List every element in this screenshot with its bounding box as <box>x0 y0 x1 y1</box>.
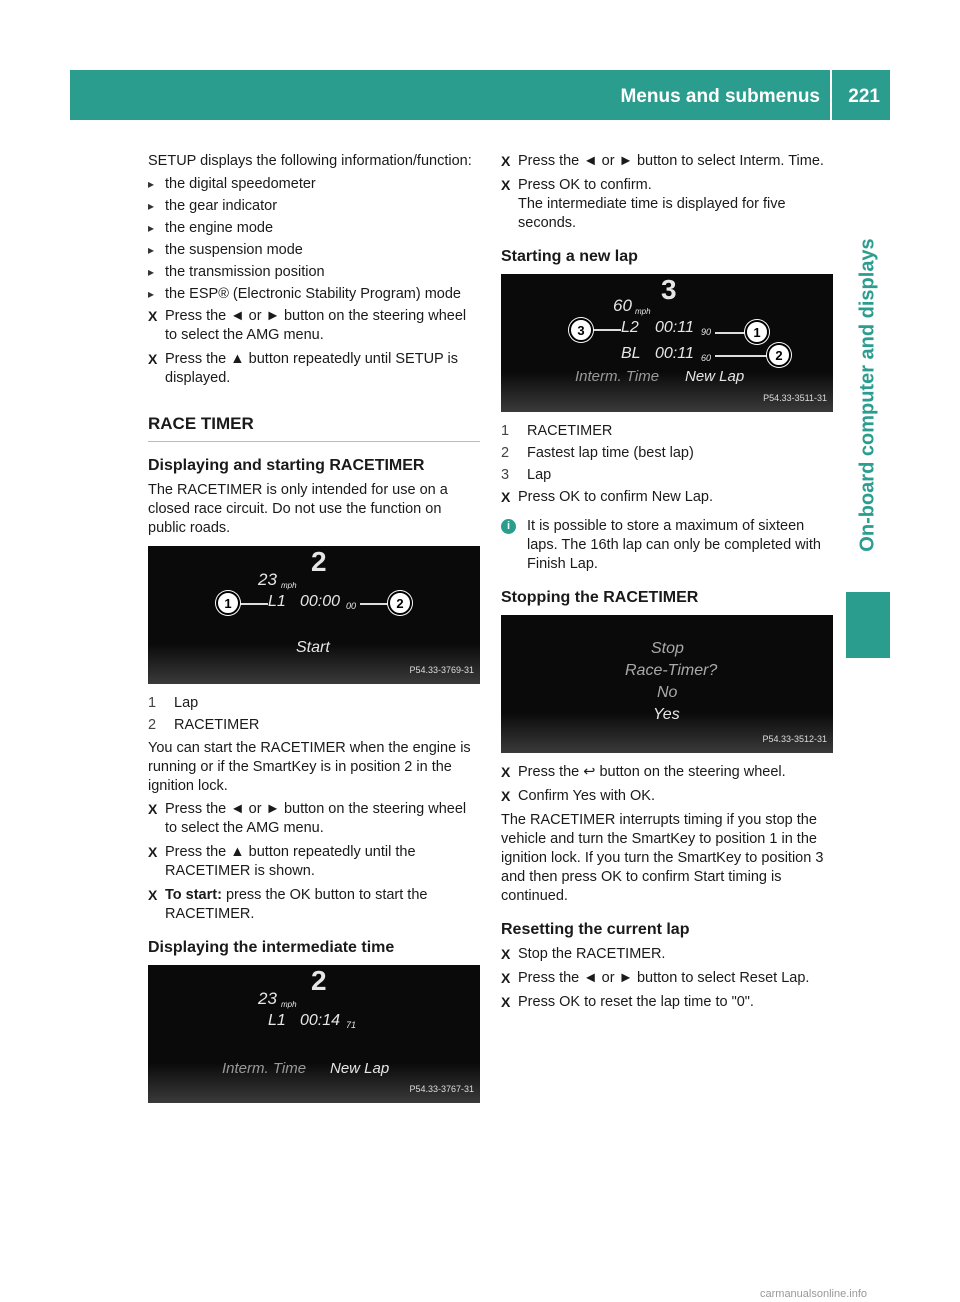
page-number: 221 <box>848 86 880 107</box>
legend-number: 2 <box>148 717 157 733</box>
step-marker-icon: X <box>501 153 511 169</box>
lap-time: 00:14 <box>300 1012 341 1029</box>
legend-number: 3 <box>501 467 510 483</box>
gear-indicator: 2 <box>311 546 327 577</box>
legend-text: Fastest lap time (best lap) <box>527 445 694 461</box>
watermark[interactable]: carmanualsonline.info <box>760 1288 868 1300</box>
side-tab <box>846 185 890 605</box>
step <box>148 350 480 388</box>
info-note <box>501 517 833 574</box>
stop-prompt-line2: Race-Timer? <box>625 662 718 679</box>
step-text: Press the ▲ button repeatedly until the RACETIMER is shown. <box>165 844 416 879</box>
new-lap-option: New Lap <box>330 1060 390 1077</box>
step-text: Press OK to reset the lap time to "0". <box>518 994 754 1010</box>
info-text: It is possible to store a maximum of sixteen laps. The 16th lap can only be completed with Finish Lap. <box>527 518 821 572</box>
image-code: P54.33-3512-31 <box>762 734 827 744</box>
header-divider <box>830 70 832 120</box>
list-item: ▸ the ESP® (Electronic Stability Program) mode <box>148 285 480 304</box>
step-marker-icon: X <box>501 970 511 986</box>
callout-line <box>240 603 268 605</box>
list-item: ▸ the gear indicator <box>148 197 480 216</box>
left-column <box>148 152 480 1113</box>
legend-text: RACETIMER <box>174 717 260 733</box>
step-marker-icon: X <box>148 887 158 903</box>
racetimer-intro: The RACETIMER is only intended for use on a closed race circuit. Do not use the function on public roads. <box>148 482 448 536</box>
lap-time: 00:11 <box>655 319 694 336</box>
yes-option: Yes <box>653 706 680 723</box>
side-tab-label: On-board computer and displays <box>856 238 879 552</box>
legend-item <box>501 466 833 485</box>
list-item: ▸ the transmission position <box>148 263 480 282</box>
step-text: Press the ◄ or ► button on the steering wheel to select the AMG menu. <box>165 801 467 836</box>
legend-text: Lap <box>527 467 552 483</box>
legend-number: 2 <box>501 445 510 461</box>
step-text: Press the ◄ or ► button to select Reset Lap. <box>518 970 810 986</box>
display-image-stop <box>501 615 833 753</box>
legend-item <box>148 694 480 713</box>
callout-2: 2 <box>388 591 412 615</box>
step-marker-icon: X <box>148 308 158 324</box>
image-code: P54.33-3767-31 <box>409 1084 474 1094</box>
interm-time-option: Interm. Time <box>575 368 660 385</box>
step <box>501 176 833 233</box>
callout-1: 1 <box>745 320 769 344</box>
lap-time-hundredths: 71 <box>346 1020 357 1030</box>
legend-item <box>148 716 480 735</box>
new-lap-option: New Lap <box>685 368 745 385</box>
interm-time-option: Interm. Time <box>222 1060 307 1077</box>
callout-2: 2 <box>767 343 791 367</box>
image-code: P54.33-3511-31 <box>763 393 827 403</box>
image-code: P54.33-3769-31 <box>409 665 474 675</box>
step-text: Press OK to confirm. <box>518 177 652 193</box>
lap-label: L1 <box>268 1012 286 1029</box>
display-image-new-lap <box>501 274 833 412</box>
lap-label: L1 <box>268 593 286 610</box>
legend-text: RACETIMER <box>527 423 613 439</box>
speed-value: 23 <box>258 989 277 1008</box>
callout-1: 1 <box>216 591 240 615</box>
list-item: ▸ the digital speedometer <box>148 175 480 194</box>
step-marker-icon: X <box>501 788 511 804</box>
step-marker-icon: X <box>501 489 511 505</box>
legend-text: Lap <box>174 695 199 711</box>
start-option: Start <box>296 639 330 656</box>
start-condition-text: You can start the RACETIMER when the engine is running or if the SmartKey is in position 2 in the ignition lock. <box>148 740 471 794</box>
setup-intro: SETUP displays the following information/function: <box>148 153 472 169</box>
lap-time-hundredths: 90 <box>701 327 712 337</box>
step-text-detail: The intermediate time is displayed for five seconds. <box>518 196 786 231</box>
gear-indicator: 2 <box>311 965 327 996</box>
heading-new-lap: Starting a new lap <box>501 248 638 265</box>
legend-item <box>501 422 833 441</box>
step-marker-icon: X <box>148 801 158 817</box>
speed-value: 60 <box>613 296 632 315</box>
step-text: Confirm Yes with OK. <box>518 788 655 804</box>
heading-race-timer: RACE TIMER <box>148 414 480 442</box>
heading-display-start: Displaying and starting RACETIMER <box>148 457 425 474</box>
callout-line <box>360 603 388 605</box>
step <box>501 787 833 806</box>
step <box>148 307 480 345</box>
step-marker-icon: X <box>501 994 511 1010</box>
no-option: No <box>657 684 678 701</box>
best-lap-label: BL <box>621 345 641 362</box>
step-text: Press the ◄ or ► button on the steering wheel to select the AMG menu. <box>165 308 467 343</box>
display-image-start <box>148 546 480 684</box>
callout-line <box>715 355 767 357</box>
step-text: press the OK button to start the RACETIMER. <box>165 887 428 922</box>
header-title: Menus and submenus <box>620 86 820 107</box>
heading-reset: Resetting the current lap <box>501 921 690 938</box>
callout-line <box>593 329 621 331</box>
step-marker-icon: X <box>501 946 511 962</box>
lap-time: 00:00 <box>300 593 341 610</box>
step-text: Press OK to confirm New Lap. <box>518 489 714 505</box>
step-text: Press the ▲ button repeatedly until SETUP is displayed. <box>165 351 458 386</box>
step-label: To start: <box>165 887 222 903</box>
step <box>148 843 480 881</box>
info-icon: i <box>501 519 516 534</box>
step-marker-icon: X <box>501 764 511 780</box>
step-marker-icon: X <box>501 177 511 193</box>
stop-prompt-line1: Stop <box>651 640 684 657</box>
stop-explanation: The RACETIMER interrupts timing if you stop the vehicle and turn the SmartKey to position 1 in the ignition lock. If you turn the SmartKey to position 3 and then press OK to confirm Start timing is continued. <box>501 812 824 904</box>
legend-item <box>501 444 833 463</box>
step <box>148 886 480 924</box>
legend-number: 1 <box>148 695 157 711</box>
speed-unit: mph <box>281 1000 297 1009</box>
list-item: ▸ the engine mode <box>148 219 480 238</box>
step-text: Press the ◄ or ► button to select Interm. Time. <box>518 153 824 169</box>
step <box>501 993 833 1012</box>
speed-unit: mph <box>281 581 297 590</box>
lap-label: L2 <box>621 319 639 336</box>
lap-time-hundredths: 00 <box>346 601 357 611</box>
best-lap-time: 00:11 <box>655 345 694 362</box>
step <box>501 969 833 988</box>
callout-line <box>715 332 745 334</box>
speed-unit: mph <box>635 307 651 316</box>
step <box>501 488 833 507</box>
gear-indicator: 3 <box>661 274 677 305</box>
heading-intermediate: Displaying the intermediate time <box>148 939 395 956</box>
list-item: ▸ the suspension mode <box>148 241 480 260</box>
step <box>148 800 480 838</box>
step <box>501 152 833 171</box>
legend-number: 1 <box>501 423 510 439</box>
heading-stop: Stopping the RACETIMER <box>501 589 699 606</box>
step-marker-icon: X <box>148 351 158 367</box>
step <box>501 945 833 964</box>
speed-value: 23 <box>258 570 277 589</box>
best-lap-hundredths: 60 <box>701 353 712 363</box>
side-tab-marker <box>846 592 890 658</box>
display-image-intermediate <box>148 965 480 1103</box>
step-text: Stop the RACETIMER. <box>518 946 666 962</box>
right-column <box>501 152 833 1017</box>
step-marker-icon: X <box>148 844 158 860</box>
step <box>501 763 833 782</box>
page-header <box>70 70 890 120</box>
callout-3: 3 <box>569 318 593 342</box>
step-text: Press the ↩ button on the steering wheel. <box>518 764 786 780</box>
